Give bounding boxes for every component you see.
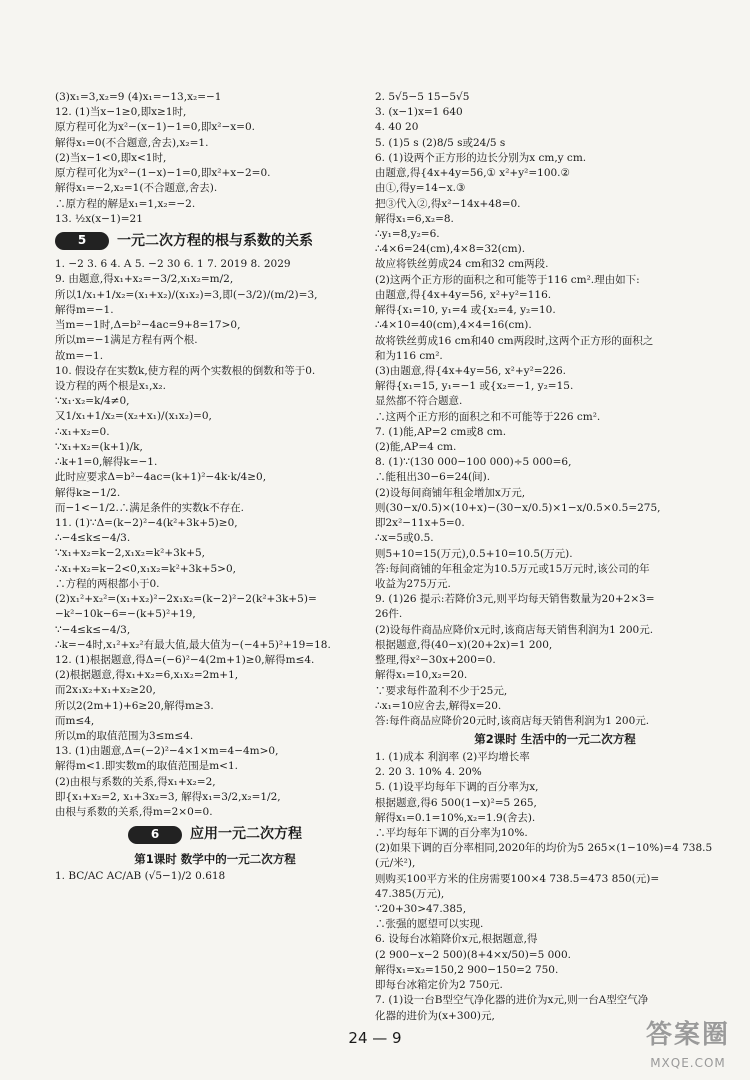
answer-line: 由①,得y=14−x.③ <box>375 182 466 195</box>
answer-line: 原方程可化为x²−(1−x)−1=0,即x²+x−2=0. <box>55 167 271 180</box>
answer-line: 12. (1)当x−1≥0,即x≥1时, <box>55 106 187 119</box>
answer-line: 解得x₁=0.1=10%,x₂=1.9(舍去). <box>375 811 536 824</box>
answer-line: 故m=−1. <box>55 349 104 362</box>
answer-line: 由根与系数的关系,得m=2×0=0. <box>55 806 213 819</box>
answer-line: 6. (1)设两个正方形的边长分别为x cm,y cm. <box>375 151 587 164</box>
answer-line: 11. (1)∵Δ=(k−2)²−4(k²+3k+5)≥0, <box>55 516 238 529</box>
answer-line: 此时应要求Δ=b²−4ac=(k+1)²−4k·k/4≥0, <box>55 471 267 484</box>
right-block <box>375 90 735 729</box>
answer-line: ∵x₁+x₂=(k+1)/k, <box>55 440 143 453</box>
answer-line: 整理,得x²−30x+200=0. <box>375 654 496 667</box>
section-6-banner <box>55 824 375 844</box>
answer-line: 所以1/x₁+1/x₂=(x₁+x₂)/(x₁x₂)=3,即(−3/2)/(m/2)=3, <box>55 288 318 301</box>
answer-line: 所以2(2m+1)+6≥20,解得m≥3. <box>55 699 214 712</box>
answer-line: ∵−4≤k≤−4/3, <box>55 623 131 636</box>
right-column <box>375 90 735 1024</box>
answer-line: 1. (1)成本 利润率 (2)平均增长率 <box>375 750 530 763</box>
answer-line: 6. 设每台冰箱降价x元,根据题意,得 <box>375 933 538 946</box>
answer-line: ∵20+30>47.385, <box>375 903 467 916</box>
answer-line: 9. (1)26 提示:若降价3元,则平均每天销售数量为20+2×3= <box>375 593 655 606</box>
answer-line: ∴这两个正方形的面积之和不可能等于226 cm². <box>375 410 601 423</box>
answer-line: 由题意,得{4x+4y=56, x²+y²=116. <box>375 288 552 301</box>
answer-line: ∴x₁=10应舍去,解得x=20. <box>375 699 502 712</box>
answer-line: 26件. <box>375 608 403 621</box>
watermark <box>646 1017 730 1072</box>
answer-line: (2)能,AP=4 cm. <box>375 441 457 454</box>
answer-line: 答:每间商铺的年租金定为10.5万元或15万元时,该公司的年 <box>375 562 650 575</box>
answer-line: (2 900−x−2 500)(8+4×x/50)=5 000. <box>375 948 571 961</box>
answer-line: (2)如果下调的百分率相同,2020年的均价为5 265×(1−10%)=4 738.5 <box>375 842 713 855</box>
answer-line: (2)由根与系数的关系,得x₁+x₂=2, <box>55 775 216 788</box>
answer-line: 12. (1)根据题意,得Δ=(−6)²−4(2m+1)≥0,解得m≤4. <box>55 653 315 666</box>
answer-line: 而2x₁x₂+x₁+x₂≥20, <box>55 684 156 697</box>
answer-line: 解得{x₁=15, y₁=−1 或{x₂=−1, y₂=15. <box>375 380 574 393</box>
answer-line: 收益为275万元. <box>375 578 451 590</box>
left-column <box>55 90 375 885</box>
answer-line: 原方程可化为x²−(x−1)−1=0,即x²−x=0. <box>55 121 255 134</box>
answer-line: ∴能租出30−6=24(间). <box>375 471 491 484</box>
answer-line: 由题意,得{4x+4y=56,① x²+y²=100.② <box>375 167 570 180</box>
answer-line: 4. 40 20 <box>375 121 419 134</box>
answer-line: (3)由题意,得{4x+4y=56, x²+y²=226. <box>375 364 566 377</box>
answer-line: 则5+10=15(万元),0.5+10=10.5(万元). <box>375 547 573 560</box>
answer-line: 2. 20 3. 10% 4. 20% <box>375 766 482 779</box>
answer-line: 2. 5√5−5 15−5√5 <box>375 91 470 103</box>
section-6-title: 应用一元二次方程 <box>190 826 302 843</box>
answer-line: 解得m<1.即实数m的取值范围是m<1. <box>55 760 239 773</box>
answer-line: −k²−10k−6=−(k+5)²+19, <box>55 608 196 621</box>
answer-line: ∴张强的愿望可以实现. <box>375 918 484 931</box>
answer-line: 和为116 cm². <box>375 349 443 362</box>
answer-line: (2)x₁²+x₂²=(x₁+x₂)²−2x₁x₂=(k−2)²−2(k²+3k+5)= <box>55 593 317 606</box>
section-5-title: 一元二次方程的根与系数的关系 <box>117 232 313 249</box>
answer-line: 当m=−1时,Δ=b²−4ac=9+8=17>0, <box>55 319 241 332</box>
answer-line: 解得x₁=x₂=150,2 900−150=2 750. <box>375 963 559 976</box>
answer-line: 解得x₁=−2,x₂=1(不合题意,舍去). <box>55 182 218 195</box>
answer-line: 13. ½x(x−1)=21 <box>55 212 143 225</box>
answer-line: (3)x₁=3,x₂=9 (4)x₁=−13,x₂=−1 <box>55 91 222 103</box>
answer-line: 5. (1)设平均每年下调的百分率为x, <box>375 781 539 794</box>
answer-line: 根据题意,得6 500(1−x)²=5 265, <box>375 796 537 809</box>
answer-line: 解得k≥−1/2. <box>55 486 121 499</box>
answer-line: ∴−4≤k≤−4/3. <box>55 532 131 545</box>
answer-line: ∴4×6=24(cm),4×8=32(cm). <box>375 243 526 256</box>
section-6-badge: 6 <box>128 826 182 844</box>
answer-line: 8. (1)∵(130 000−100 000)÷5 000=6, <box>375 456 572 469</box>
answer-line: ∴原方程的解是x₁=1,x₂=−2. <box>55 197 196 210</box>
answer-line: 解得m=−1. <box>55 303 114 316</box>
answer-line: ∴平均每年下调的百分率为10%. <box>375 826 528 839</box>
answer-line: 所以m=−1满足方程有两个根. <box>55 334 198 347</box>
answer-line: 又1/x₁+1/x₂=(x₂+x₁)/(x₁x₂)=0, <box>55 410 212 423</box>
answer-line: 则(30−x/0.5)×(10+x)−(30−x/0.5)×1−x/0.5×0.5=275, <box>375 501 661 514</box>
page-number: 24 — 9 <box>348 1029 402 1047</box>
left-top-block <box>55 90 375 227</box>
watermark-logo-text: 答案圈 <box>645 1019 730 1050</box>
answer-line: (2)设每间商铺年租金增加x万元, <box>375 486 526 499</box>
answer-line: (元/米²), <box>375 857 416 870</box>
answer-line: 7. (1)设一台B型空气净化器的进价为x元,则一台A型空气净 <box>375 994 649 1007</box>
answer-line: (2)根据题意,得x₁+x₂=6,x₁x₂=2m+1, <box>55 669 239 682</box>
answer-line: 根据题意,得(40−x)(20+2x)=1 200, <box>375 638 553 651</box>
watermark-url: MXQE.COM <box>650 1055 726 1070</box>
answer-line: 化器的进价为(x+300)元, <box>375 1009 495 1022</box>
answer-line: 则购买100平方米的住房需要100×4 738.5=473 850(元)= <box>375 872 660 885</box>
answer-line: 解得{x₁=10, y₁=4 或{x₂=4, y₂=10. <box>375 304 556 317</box>
answer-line: ∴k=−4时,x₁²+x₂²有最大值,最大值为−(−4+5)²+19=18. <box>55 638 331 651</box>
left-bottom-block <box>55 869 375 884</box>
answer-line: 把③代入②,得x²−14x+48=0. <box>375 197 521 210</box>
answer-line: 而m≤4, <box>55 714 95 727</box>
right-block-2 <box>375 750 735 1024</box>
answer-line: ∵x₁·x₂=k/4≠0, <box>55 395 130 408</box>
lesson-2-heading: 第2课时 生活中的一元二次方程 <box>474 732 636 747</box>
answer-line: 即{x₁+x₂=2, x₁+3x₂=3, 解得x₁=3/2,x₂=1/2, <box>55 790 281 803</box>
answer-line: 解得x₁=0(不合题意,舍去),x₂=1. <box>55 136 209 149</box>
answer-line: 13. (1)由题意,Δ=(−2)²−4×1×m=4−4m>0, <box>55 745 279 758</box>
answer-line: 解得x₁=10,x₂=20. <box>375 669 468 682</box>
answer-line: 解得x₁=6,x₂=8. <box>375 212 454 225</box>
answer-line: 1. −2 3. 6 4. A 5. −2 30 6. 1 7. 2019 8. 2029 <box>55 258 291 271</box>
answer-line: 即每台冰箱定价为2 750元. <box>375 979 503 992</box>
lesson-1-heading: 第1课时 数学中的一元二次方程 <box>134 851 296 866</box>
answer-line: ∴k+1=0,解得k=−1. <box>55 456 158 469</box>
answer-line: 9. 由题意,得x₁+x₂=−3/2,x₁x₂=m/2, <box>55 273 234 286</box>
answer-line: 故将铁丝剪成16 cm和40 cm两段时,这两个正方形的面积之 <box>375 334 654 347</box>
answer-line: ∵x₁+x₂=k−2,x₁x₂=k²+3k+5, <box>55 547 206 560</box>
answer-line: 1. BC/AC AC/AB (√5−1)/2 0.618 <box>55 870 226 883</box>
answer-line: (2)这两个正方形的面积之和可能等于116 cm².理由如下: <box>375 273 640 286</box>
answer-line: 故应将铁丝剪成24 cm和32 cm两段. <box>375 258 549 271</box>
answer-line: (2)设每件商品应降价x元时,该商店每天销售利润为1 200元. <box>375 623 654 636</box>
answer-line: 7. (1)能,AP=2 cm或8 cm. <box>375 425 507 438</box>
answer-line: ∴x=5或0.5. <box>375 532 434 545</box>
answer-line: 5. (1)5 s (2)8/5 s或24/5 s <box>375 136 506 149</box>
answer-line: 10. 假设存在实数k,使方程的两个实数根的倒数和等于0. <box>55 364 316 377</box>
answer-line: 显然都不符合题意. <box>375 395 463 408</box>
answer-line: ∴方程的两根都小于0. <box>55 577 160 590</box>
section-5-banner <box>55 231 375 251</box>
answer-line: (2)当x−1<0,即x<1时, <box>55 151 167 164</box>
answer-line: ∴y₁=8,y₂=6. <box>375 227 440 240</box>
section-5-badge: 5 <box>55 232 109 250</box>
answer-line: 而−1<−1/2.∴满足条件的实数k不存在. <box>55 501 245 514</box>
answer-line: ∵要求每件盈利不少于25元, <box>375 684 508 697</box>
answer-line: ∴x₁+x₂=0. <box>55 425 110 438</box>
left-mid-block <box>55 257 375 820</box>
answer-line: 答:每件商品应降价20元时,该商店每天销售利润为1 200元. <box>375 714 650 727</box>
answer-line: 所以m的取值范围为3≤m≤4. <box>55 730 194 743</box>
answer-line: ∴x₁+x₂=k−2<0,x₁x₂=k²+3k+5>0, <box>55 562 236 575</box>
answer-line: 设方程的两个根是x₁,x₂. <box>55 380 166 393</box>
answer-line: 3. (x−1)x=1 640 <box>375 106 463 119</box>
answer-line: 即2x²−11x+5=0. <box>375 517 465 530</box>
answer-line: ∴4×10=40(cm),4×4=16(cm). <box>375 319 532 332</box>
answer-line: 47.385(万元), <box>375 887 445 900</box>
